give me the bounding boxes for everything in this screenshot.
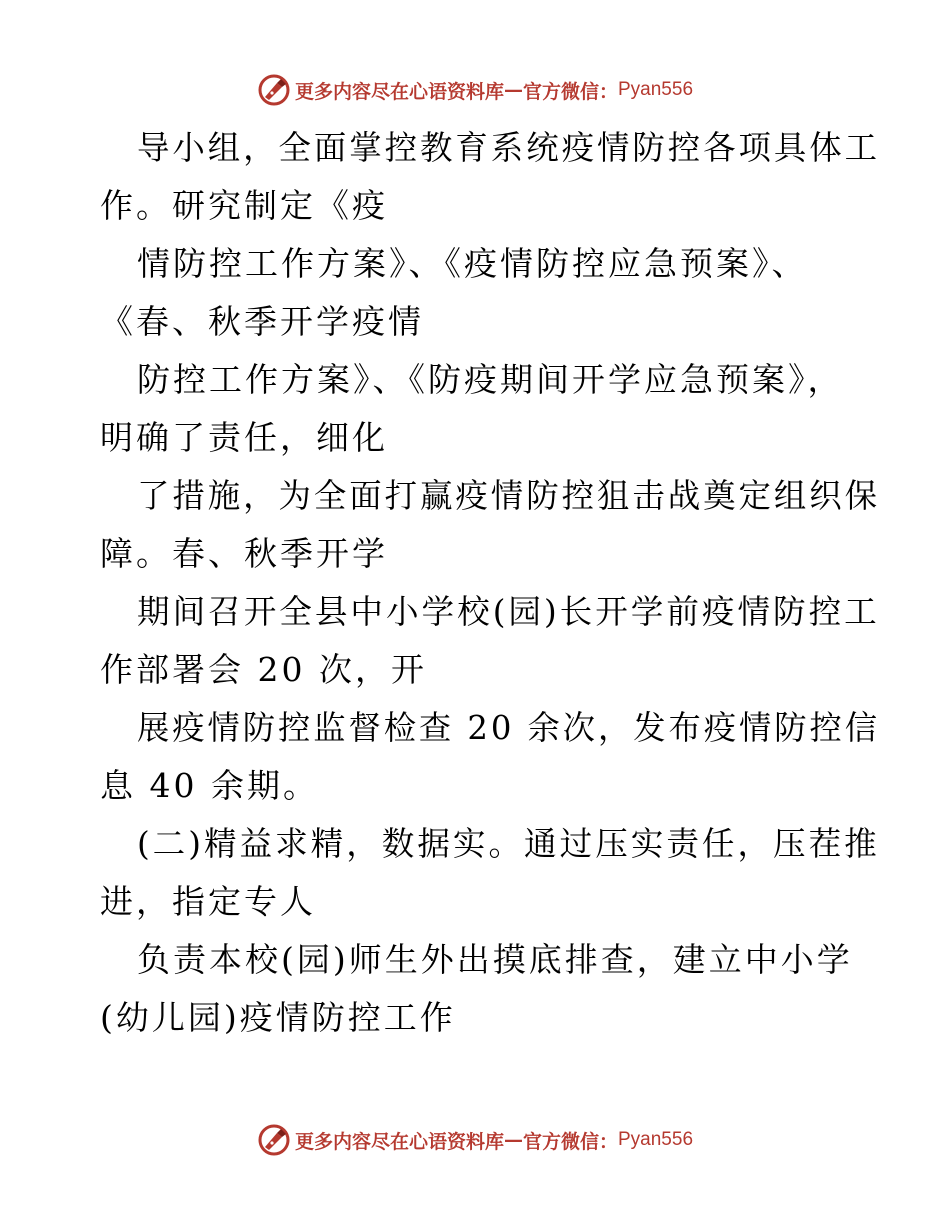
body-line: 展疫情防控监督检查 20 余次，发布疫情防控信 [137,708,880,747]
body-line: 情防控工作方案》、《疫情防控应急预案》、 [137,244,808,283]
body-line: 明确了责任，细化 [100,418,388,457]
body-line: 障。春、秋季开学 [100,534,388,573]
header-dash: — [503,79,523,101]
body-line: 防控工作方案》、《防疫期间开学应急预案》， [137,360,844,399]
header-wechat-id: Pyan556 [618,79,694,100]
header-brand-text: 更多内容尽在心语资料库 [294,80,504,103]
body-line: 导小组，全面掌控教育系统疫情防控各项具体工 [137,128,880,167]
header-wechat-label: 官方微信： [522,80,618,103]
footer-wechat-id: Pyan556 [618,1129,694,1150]
footer-brand-text: 更多内容尽在心语资料库 [294,1130,504,1153]
body-line: 息 40 余期。 [100,766,319,805]
body-line: 负责本校(园)师生外出摸底排查，建立中小学 [137,940,853,979]
footer-wechat-label: 官方微信： [522,1130,618,1153]
body-line: 进，指定专人 [100,882,316,921]
footer-banner [0,1120,950,1160]
pen-nib-logo-icon [257,1123,291,1157]
body-line: (二)精益求精，数据实。通过压实责任，压茬推 [137,824,880,863]
body-line: 作。研究制定《疫 [100,186,388,225]
body-line: 作部署会 20 次，开 [100,650,427,689]
body-line: 期间召开全县中小学校(园)长开学前疫情防控工 [137,592,880,631]
body-line: (幼儿园)疫情防控工作 [100,998,456,1037]
body-line: 了措施，为全面打赢疫情防控狙击战奠定组织保 [137,476,880,515]
footer-dash: — [503,1129,523,1151]
body-line: 《春、秋季开学疫情 [100,302,424,341]
